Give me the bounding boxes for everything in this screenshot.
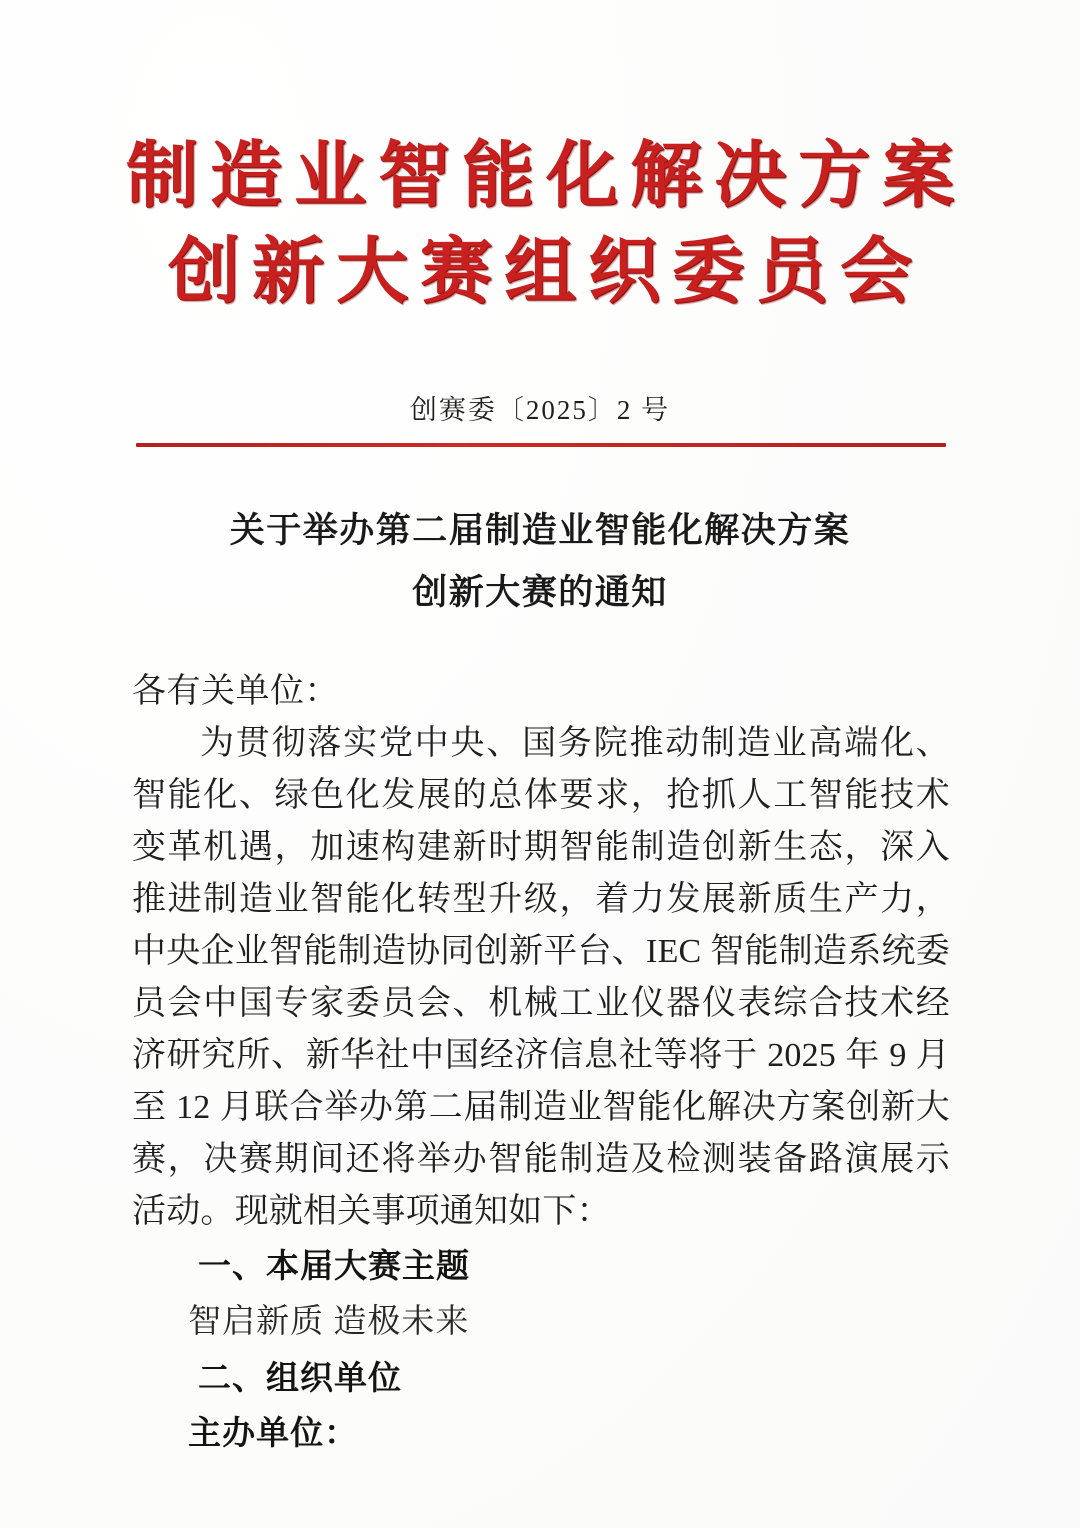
section-2-subheading-organizer: 主办单位： [188, 1416, 359, 1452]
page-title [0, 500, 1080, 624]
masthead [0, 128, 1080, 320]
document-body [132, 666, 950, 1462]
salutation: 各有关单位： [132, 673, 339, 710]
section-heading-1: 一、本届大赛主题 [198, 1247, 470, 1284]
masthead-line-2: 创新大赛组织委员会 [167, 232, 924, 312]
masthead-line-1: 制造业智能化解决方案 [125, 136, 966, 216]
section-1-theme-text: 智启新质 造极未来 [188, 1304, 470, 1340]
document-number: 创赛委〔2025〕2 号 [409, 395, 671, 425]
page-title-line-1: 关于举办第二届制造业智能化解决方案 [229, 511, 851, 550]
section-heading-2: 二、组织单位 [198, 1359, 402, 1396]
page-title-line-2: 创新大赛的通知 [412, 573, 668, 612]
red-separator-rule [136, 443, 946, 447]
body-paragraph: 为贯彻落实党中央、国务院推动制造业高端化、智能化、绿色化发展的总体要求，抢抓人工智能技术变革机遇，加速构建新时期智能制造创新生态，深入推进制造业智能化转型升级，着力发展新质生产力，中央企业智能制造协同创新平台、IEC 智能制造系统委员会中国专家委员会、机械工业仪器仪表综合技术经济研究所、新华社中国经济信息社等将于 2025 年 9 月至 12 月联合举办第二届制造业智能化解决方案创新大赛，决赛期间还将举办智能制造及检测装备路演展示活动。现就相关事项通知如下： [132, 725, 950, 1230]
